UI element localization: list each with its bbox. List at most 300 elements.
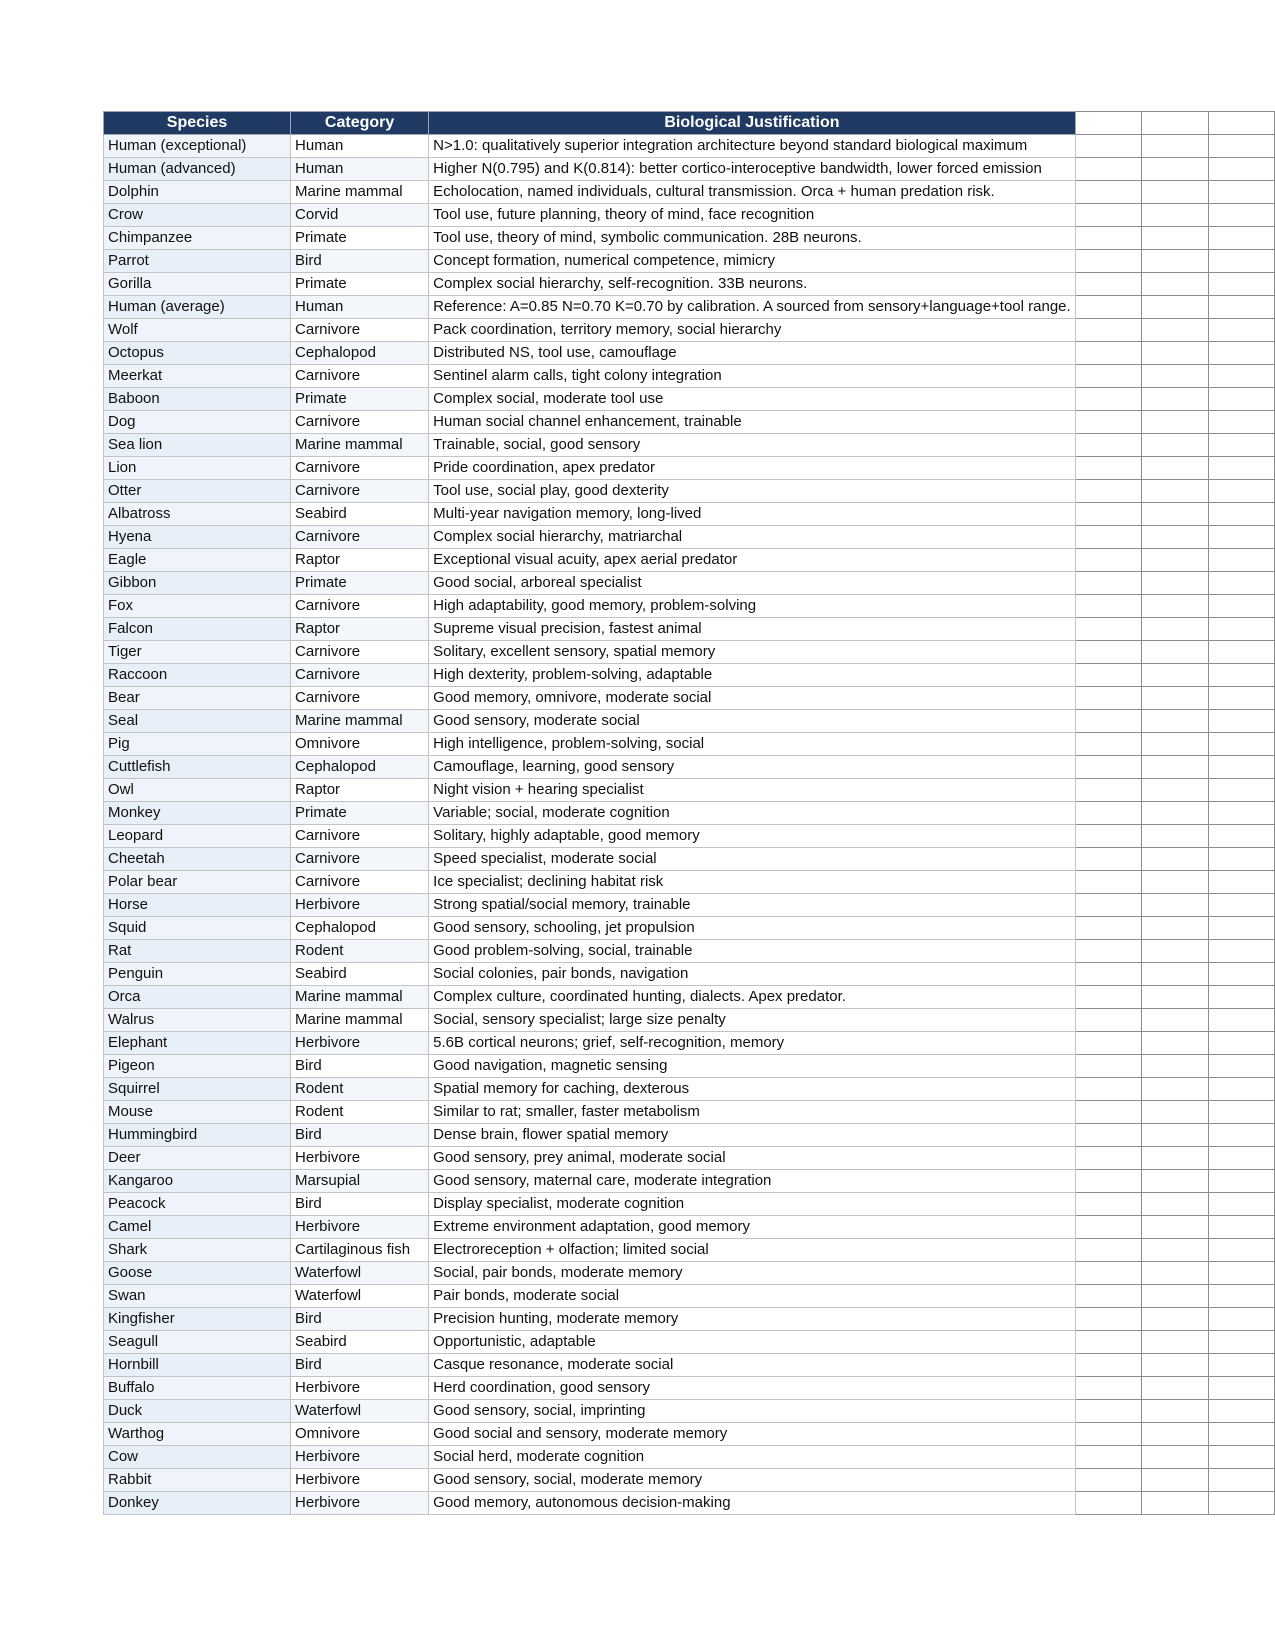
species-cell: Shark <box>104 1239 291 1262</box>
justification-cell: Night vision + hearing specialist <box>429 779 1076 802</box>
table-row <box>104 549 1275 572</box>
justification-cell: Strong spatial/social memory, trainable <box>429 894 1076 917</box>
species-cell: Lion <box>104 457 291 480</box>
table-row <box>104 641 1275 664</box>
blank-cell <box>1142 158 1208 181</box>
blank-cell <box>1208 1078 1274 1101</box>
justification-cell: Good problem-solving, social, trainable <box>429 940 1076 963</box>
blank-cell <box>1075 595 1141 618</box>
blank-cell <box>1208 917 1274 940</box>
blank-cell <box>1075 135 1141 158</box>
species-cell: Kangaroo <box>104 1170 291 1193</box>
blank-cell <box>1142 365 1208 388</box>
justification-cell: Good sensory, prey animal, moderate social <box>429 1147 1076 1170</box>
blank-cell <box>1208 986 1274 1009</box>
blank-cell <box>1142 1216 1208 1239</box>
species-cell: Chimpanzee <box>104 227 291 250</box>
blank-cell <box>1075 1147 1141 1170</box>
table-row <box>104 204 1275 227</box>
species-cell: Albatross <box>104 503 291 526</box>
table-row <box>104 411 1275 434</box>
blank-cell <box>1075 848 1141 871</box>
blank-cell <box>1075 871 1141 894</box>
blank-cell <box>1142 250 1208 273</box>
blank-cell <box>1075 342 1141 365</box>
justification-cell: Spatial memory for caching, dexterous <box>429 1078 1076 1101</box>
category-cell: Marsupial <box>291 1170 429 1193</box>
justification-cell: Tool use, future planning, theory of mind, face recognition <box>429 204 1076 227</box>
justification-cell: Pair bonds, moderate social <box>429 1285 1076 1308</box>
category-cell: Bird <box>291 1354 429 1377</box>
justification-cell: Multi-year navigation memory, long-lived <box>429 503 1076 526</box>
justification-cell: Social herd, moderate cognition <box>429 1446 1076 1469</box>
blank-cell <box>1142 1331 1208 1354</box>
table-row <box>104 273 1275 296</box>
justification-cell: Social, sensory specialist; large size penalty <box>429 1009 1076 1032</box>
justification-cell: Good memory, autonomous decision-making <box>429 1492 1076 1515</box>
blank-cell <box>1208 664 1274 687</box>
blank-cell <box>1208 894 1274 917</box>
justification-cell: Good navigation, magnetic sensing <box>429 1055 1076 1078</box>
species-cell: Octopus <box>104 342 291 365</box>
species-cell: Elephant <box>104 1032 291 1055</box>
table-row <box>104 1308 1275 1331</box>
category-cell: Herbivore <box>291 1492 429 1515</box>
blank-cell <box>1208 1009 1274 1032</box>
category-cell: Bird <box>291 1055 429 1078</box>
blank-cell <box>1075 1331 1141 1354</box>
blank-cell <box>1142 434 1208 457</box>
blank-cell <box>1075 1193 1141 1216</box>
table-row <box>104 1078 1275 1101</box>
species-cell: Tiger <box>104 641 291 664</box>
justification-cell: Display specialist, moderate cognition <box>429 1193 1076 1216</box>
blank-cell <box>1142 1400 1208 1423</box>
table-row <box>104 319 1275 342</box>
blank-cell <box>1208 204 1274 227</box>
blank-cell <box>1142 1032 1208 1055</box>
blank-cell <box>1142 342 1208 365</box>
table-row <box>104 457 1275 480</box>
species-cell: Human (average) <box>104 296 291 319</box>
justification-cell: Opportunistic, adaptable <box>429 1331 1076 1354</box>
category-cell: Primate <box>291 227 429 250</box>
species-cell: Hornbill <box>104 1354 291 1377</box>
table-row <box>104 526 1275 549</box>
blank-cell <box>1075 1170 1141 1193</box>
category-cell: Omnivore <box>291 733 429 756</box>
species-cell: Goose <box>104 1262 291 1285</box>
blank-cell <box>1075 963 1141 986</box>
category-cell: Carnivore <box>291 480 429 503</box>
species-cell: Swan <box>104 1285 291 1308</box>
species-cell: Baboon <box>104 388 291 411</box>
blank-cell <box>1075 1124 1141 1147</box>
table-row <box>104 1285 1275 1308</box>
blank-cell <box>1075 411 1141 434</box>
blank-cell <box>1208 342 1274 365</box>
species-cell: Hyena <box>104 526 291 549</box>
justification-cell: Good sensory, schooling, jet propulsion <box>429 917 1076 940</box>
justification-cell: Ice specialist; declining habitat risk <box>429 871 1076 894</box>
blank-cell <box>1075 710 1141 733</box>
table-row <box>104 802 1275 825</box>
category-cell: Waterfowl <box>291 1262 429 1285</box>
blank-cell <box>1208 618 1274 641</box>
justification-cell: Complex social hierarchy, self-recognition. 33B neurons. <box>429 273 1076 296</box>
justification-cell: High intelligence, problem-solving, social <box>429 733 1076 756</box>
blank-cell <box>1075 1469 1141 1492</box>
table-row <box>104 365 1275 388</box>
justification-cell: Trainable, social, good sensory <box>429 434 1076 457</box>
table-row <box>104 388 1275 411</box>
table-row <box>104 1193 1275 1216</box>
category-cell: Primate <box>291 802 429 825</box>
blank-cell <box>1075 940 1141 963</box>
blank-cell <box>1142 480 1208 503</box>
blank-cell <box>1142 595 1208 618</box>
category-cell: Carnivore <box>291 641 429 664</box>
blank-cell <box>1075 1262 1141 1285</box>
blank-cell <box>1075 1423 1141 1446</box>
justification-cell: Sentinel alarm calls, tight colony integration <box>429 365 1076 388</box>
justification-cell: Good memory, omnivore, moderate social <box>429 687 1076 710</box>
justification-cell: Pack coordination, territory memory, social hierarchy <box>429 319 1076 342</box>
blank-cell <box>1075 480 1141 503</box>
blank-cell <box>1208 1032 1274 1055</box>
blank-cell <box>1075 664 1141 687</box>
category-cell: Herbivore <box>291 1147 429 1170</box>
table-row <box>104 1147 1275 1170</box>
category-cell: Herbivore <box>291 1032 429 1055</box>
species-cell: Human (advanced) <box>104 158 291 181</box>
table-row <box>104 227 1275 250</box>
category-cell: Cephalopod <box>291 756 429 779</box>
species-cell: Mouse <box>104 1101 291 1124</box>
category-cell: Marine mammal <box>291 710 429 733</box>
blank-cell <box>1075 641 1141 664</box>
blank-cell <box>1075 549 1141 572</box>
table-row <box>104 480 1275 503</box>
blank-cell <box>1208 825 1274 848</box>
table-row <box>104 756 1275 779</box>
blank-cell <box>1075 158 1141 181</box>
blank-cell <box>1075 1055 1141 1078</box>
category-cell: Omnivore <box>291 1423 429 1446</box>
table-row <box>104 135 1275 158</box>
blank-cell <box>1208 733 1274 756</box>
table-row <box>104 986 1275 1009</box>
blank-cell <box>1142 917 1208 940</box>
species-cell: Hummingbird <box>104 1124 291 1147</box>
blank-cell <box>1142 1354 1208 1377</box>
blank-cell <box>1142 1009 1208 1032</box>
blank-cell <box>1208 250 1274 273</box>
blank-cell <box>1208 1101 1274 1124</box>
table-row <box>104 1354 1275 1377</box>
blank-cell <box>1075 733 1141 756</box>
blank-cell <box>1208 457 1274 480</box>
blank-cell <box>1208 181 1274 204</box>
table-row <box>104 1446 1275 1469</box>
header-blank-cell <box>1075 112 1141 135</box>
blank-cell <box>1075 1032 1141 1055</box>
species-cell: Parrot <box>104 250 291 273</box>
justification-cell: Pride coordination, apex predator <box>429 457 1076 480</box>
blank-cell <box>1075 1377 1141 1400</box>
species-cell: Cheetah <box>104 848 291 871</box>
category-cell: Waterfowl <box>291 1285 429 1308</box>
justification-cell: High dexterity, problem-solving, adaptable <box>429 664 1076 687</box>
category-cell: Bird <box>291 1308 429 1331</box>
species-cell: Pig <box>104 733 291 756</box>
blank-cell <box>1142 848 1208 871</box>
blank-cell <box>1142 503 1208 526</box>
justification-cell: Social colonies, pair bonds, navigation <box>429 963 1076 986</box>
category-cell: Human <box>291 296 429 319</box>
justification-cell: Tool use, theory of mind, symbolic communication. 28B neurons. <box>429 227 1076 250</box>
table-row <box>104 572 1275 595</box>
blank-cell <box>1142 710 1208 733</box>
blank-cell <box>1208 1469 1274 1492</box>
blank-cell <box>1075 825 1141 848</box>
header-justification: Biological Justification <box>429 112 1076 135</box>
species-cell: Buffalo <box>104 1377 291 1400</box>
category-cell: Cephalopod <box>291 342 429 365</box>
blank-cell <box>1208 365 1274 388</box>
category-cell: Carnivore <box>291 664 429 687</box>
blank-cell <box>1075 618 1141 641</box>
justification-cell: Good social, arboreal specialist <box>429 572 1076 595</box>
blank-cell <box>1142 526 1208 549</box>
justification-cell: Camouflage, learning, good sensory <box>429 756 1076 779</box>
blank-cell <box>1142 871 1208 894</box>
blank-cell <box>1208 710 1274 733</box>
blank-cell <box>1142 227 1208 250</box>
category-cell: Carnivore <box>291 526 429 549</box>
species-cell: Peacock <box>104 1193 291 1216</box>
table-row <box>104 1492 1275 1515</box>
blank-cell <box>1075 296 1141 319</box>
blank-cell <box>1208 1492 1274 1515</box>
blank-cell <box>1208 1285 1274 1308</box>
blank-cell <box>1075 1216 1141 1239</box>
justification-cell: High adaptability, good memory, problem-solving <box>429 595 1076 618</box>
table-row <box>104 1469 1275 1492</box>
species-table <box>103 111 1275 1515</box>
species-cell: Camel <box>104 1216 291 1239</box>
blank-cell <box>1142 986 1208 1009</box>
blank-cell <box>1208 756 1274 779</box>
blank-cell <box>1208 480 1274 503</box>
table-row <box>104 1124 1275 1147</box>
category-cell: Carnivore <box>291 411 429 434</box>
table-row <box>104 779 1275 802</box>
blank-cell <box>1075 802 1141 825</box>
category-cell: Carnivore <box>291 687 429 710</box>
table-row <box>104 503 1275 526</box>
blank-cell <box>1142 1055 1208 1078</box>
blank-cell <box>1075 319 1141 342</box>
blank-cell <box>1208 1239 1274 1262</box>
species-cell: Duck <box>104 1400 291 1423</box>
table-row <box>104 1032 1275 1055</box>
species-cell: Otter <box>104 480 291 503</box>
category-cell: Cartilaginous fish <box>291 1239 429 1262</box>
category-cell: Carnivore <box>291 871 429 894</box>
justification-cell: Good sensory, social, imprinting <box>429 1400 1076 1423</box>
blank-cell <box>1208 158 1274 181</box>
blank-cell <box>1142 779 1208 802</box>
blank-cell <box>1142 802 1208 825</box>
species-cell: Squirrel <box>104 1078 291 1101</box>
table-row <box>104 710 1275 733</box>
justification-cell: Tool use, social play, good dexterity <box>429 480 1076 503</box>
blank-cell <box>1142 1423 1208 1446</box>
blank-cell <box>1208 526 1274 549</box>
species-cell: Dog <box>104 411 291 434</box>
blank-cell <box>1208 1423 1274 1446</box>
category-cell: Carnivore <box>291 595 429 618</box>
blank-cell <box>1208 641 1274 664</box>
species-cell: Fox <box>104 595 291 618</box>
blank-cell <box>1075 572 1141 595</box>
blank-cell <box>1075 917 1141 940</box>
justification-cell: Concept formation, numerical competence, mimicry <box>429 250 1076 273</box>
justification-cell: Reference: A=0.85 N=0.70 K=0.70 by calibration. A sourced from sensory+language+tool range. <box>429 296 1076 319</box>
table-row <box>104 1331 1275 1354</box>
table-row <box>104 1216 1275 1239</box>
table-row <box>104 296 1275 319</box>
blank-cell <box>1075 526 1141 549</box>
blank-cell <box>1075 1446 1141 1469</box>
table-row <box>104 181 1275 204</box>
species-cell: Bear <box>104 687 291 710</box>
blank-cell <box>1208 1331 1274 1354</box>
blank-cell <box>1142 135 1208 158</box>
blank-cell <box>1208 595 1274 618</box>
species-cell: Orca <box>104 986 291 1009</box>
species-cell: Owl <box>104 779 291 802</box>
blank-cell <box>1142 411 1208 434</box>
blank-cell <box>1208 135 1274 158</box>
justification-cell: Supreme visual precision, fastest animal <box>429 618 1076 641</box>
justification-cell: Variable; social, moderate cognition <box>429 802 1076 825</box>
blank-cell <box>1142 687 1208 710</box>
species-cell: Dolphin <box>104 181 291 204</box>
blank-cell <box>1075 894 1141 917</box>
species-cell: Wolf <box>104 319 291 342</box>
blank-cell <box>1208 411 1274 434</box>
table-row <box>104 963 1275 986</box>
category-cell: Human <box>291 135 429 158</box>
justification-cell: Distributed NS, tool use, camouflage <box>429 342 1076 365</box>
blank-cell <box>1208 227 1274 250</box>
blank-cell <box>1075 250 1141 273</box>
blank-cell <box>1142 963 1208 986</box>
table-row <box>104 664 1275 687</box>
category-cell: Raptor <box>291 618 429 641</box>
blank-cell <box>1142 825 1208 848</box>
species-cell: Deer <box>104 1147 291 1170</box>
category-cell: Herbivore <box>291 894 429 917</box>
blank-cell <box>1142 319 1208 342</box>
blank-cell <box>1075 365 1141 388</box>
blank-cell <box>1142 457 1208 480</box>
category-cell: Bird <box>291 250 429 273</box>
blank-cell <box>1075 1492 1141 1515</box>
justification-cell: Complex culture, coordinated hunting, dialects. Apex predator. <box>429 986 1076 1009</box>
category-cell: Waterfowl <box>291 1400 429 1423</box>
blank-cell <box>1208 779 1274 802</box>
blank-cell <box>1142 181 1208 204</box>
blank-cell <box>1208 549 1274 572</box>
category-cell: Carnivore <box>291 825 429 848</box>
species-cell: Crow <box>104 204 291 227</box>
blank-cell <box>1208 1055 1274 1078</box>
species-cell: Rabbit <box>104 1469 291 1492</box>
category-cell: Carnivore <box>291 848 429 871</box>
justification-cell: Electroreception + olfaction; limited social <box>429 1239 1076 1262</box>
table-row <box>104 825 1275 848</box>
table-row <box>104 1400 1275 1423</box>
blank-cell <box>1208 388 1274 411</box>
category-cell: Herbivore <box>291 1446 429 1469</box>
blank-cell <box>1142 618 1208 641</box>
table-row <box>104 917 1275 940</box>
category-cell: Cephalopod <box>291 917 429 940</box>
blank-cell <box>1208 871 1274 894</box>
species-cell: Warthog <box>104 1423 291 1446</box>
justification-cell: Human social channel enhancement, trainable <box>429 411 1076 434</box>
blank-cell <box>1208 940 1274 963</box>
blank-cell <box>1142 1239 1208 1262</box>
justification-cell: Solitary, excellent sensory, spatial memory <box>429 641 1076 664</box>
blank-cell <box>1142 388 1208 411</box>
blank-cell <box>1075 457 1141 480</box>
blank-cell <box>1208 503 1274 526</box>
blank-cell <box>1142 1078 1208 1101</box>
species-cell: Rat <box>104 940 291 963</box>
justification-cell: Good social and sensory, moderate memory <box>429 1423 1076 1446</box>
species-cell: Penguin <box>104 963 291 986</box>
blank-cell <box>1142 664 1208 687</box>
justification-cell: Complex social hierarchy, matriarchal <box>429 526 1076 549</box>
blank-cell <box>1208 802 1274 825</box>
blank-cell <box>1142 1147 1208 1170</box>
species-cell: Eagle <box>104 549 291 572</box>
table-row <box>104 1170 1275 1193</box>
blank-cell <box>1142 1308 1208 1331</box>
blank-cell <box>1075 1308 1141 1331</box>
blank-cell <box>1142 1170 1208 1193</box>
blank-cell <box>1075 779 1141 802</box>
blank-cell <box>1075 1400 1141 1423</box>
header-blank-cell <box>1142 112 1208 135</box>
blank-cell <box>1142 1262 1208 1285</box>
species-cell: Leopard <box>104 825 291 848</box>
category-cell: Raptor <box>291 549 429 572</box>
category-cell: Marine mammal <box>291 1009 429 1032</box>
category-cell: Raptor <box>291 779 429 802</box>
category-cell: Herbivore <box>291 1469 429 1492</box>
blank-cell <box>1142 1285 1208 1308</box>
table-row <box>104 1055 1275 1078</box>
blank-cell <box>1142 1492 1208 1515</box>
header-row <box>104 112 1275 135</box>
justification-cell: Similar to rat; smaller, faster metabolism <box>429 1101 1076 1124</box>
species-cell: Polar bear <box>104 871 291 894</box>
